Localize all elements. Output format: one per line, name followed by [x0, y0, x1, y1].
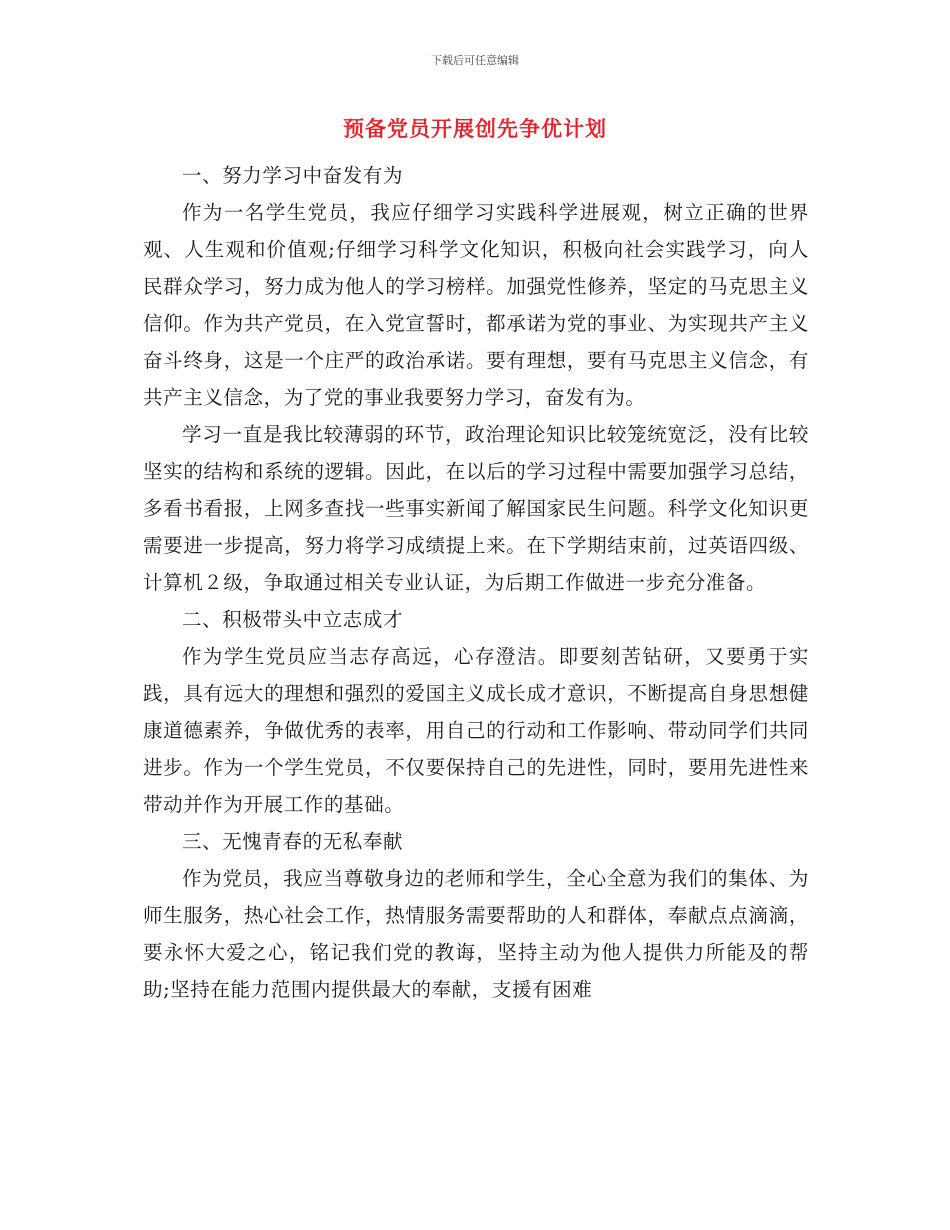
section-heading-3: 三、无愧青春的无私奉献	[182, 830, 404, 853]
section-heading-2: 二、积极带头中立志成才	[182, 608, 404, 631]
section-heading-1: 一、努力学习中奋发有为	[182, 164, 404, 187]
download-note: 下载后可任意编辑	[431, 54, 519, 67]
paragraph: 作为党员，我应当尊敬身边的老师和学生，全心全意为我们的集体、为师生服务，热心社会工作，热情服务需要帮助的人和群体，奉献点点滴滴，要永怀大爱之心，铭记我们党的教诲，坚持主动为他人提供力所能及的帮助;坚持在能力范围内提供最大的奉献，支援有困难	[143, 867, 809, 1001]
document-body	[143, 157, 809, 1008]
paragraph: 学习一直是我比较薄弱的环节，政治理论知识比较笼统宽泛，没有比较坚实的结构和系统的逻辑。因此，在以后的学习过程中需要加强学习总结，多看书看报，上网多查找一些事实新闻了解国家民生问题。科学文化知识更需要进一步提高，努力将学习成绩提上来。在下学期结束前，过英语四级、计算机２级，争取通过相关专业认证，为后期工作做进一步充分准备。	[143, 423, 809, 594]
paragraph: 作为学生党员应当志存高远，心存澄洁。即要刻苦钻研，又要勇于实践，具有远大的理想和强烈的爱国主义成长成才意识，不断提高自身思想健康道德素养，争做优秀的表率，用自己的行动和工作影响、带动同学们共同进步。作为一个学生党员，不仅要保持自己的先进性，同时，要用先进性来带动并作为开展工作的基础。	[143, 645, 809, 816]
document-title: 预备党员开展创先争优计划	[343, 117, 607, 141]
paragraph: 作为一名学生党员，我应仔细学习实践科学进展观，树立正确的世界观、人生观和价值观;仔细学习科学文化知识，积极向社会实践学习，向人民群众学习，努力成为他人的学习榜样。加强党性修养，坚定的马克思主义信仰。作为共产党员，在入党宣誓时，都承诺为党的事业、为实现共产主义奋斗终身，这是一个庄严的政治承诺。要有理想，要有马克思主义信念，有共产主义信念，为了党的事业我要努力学习，奋发有为。	[143, 201, 809, 409]
